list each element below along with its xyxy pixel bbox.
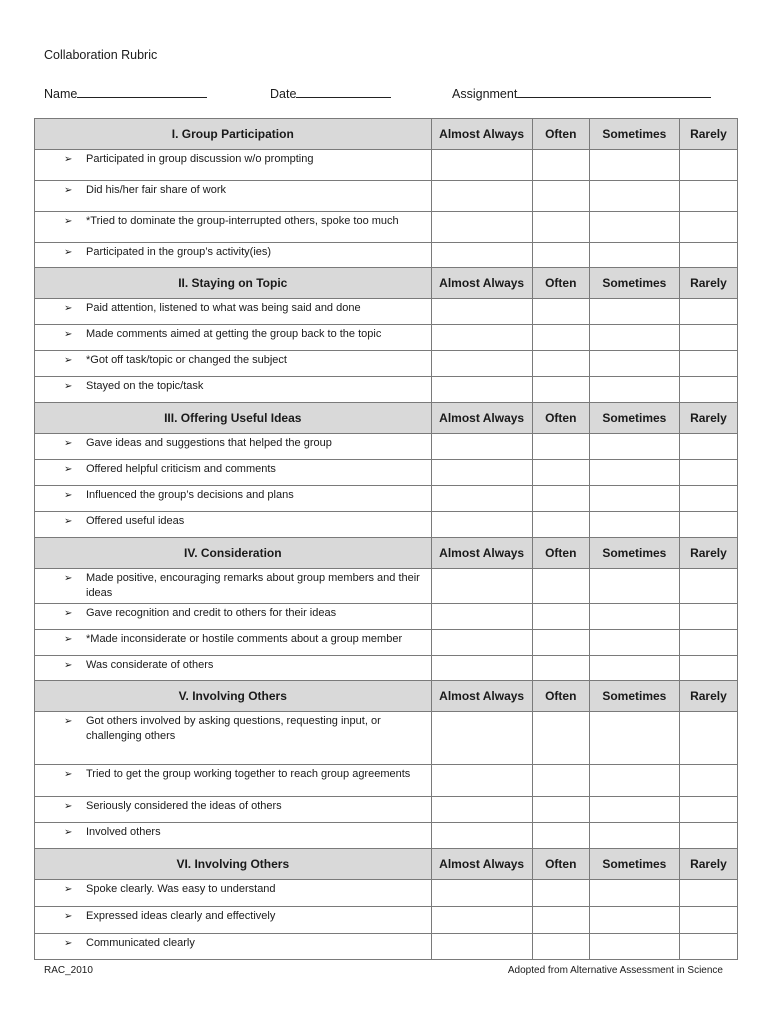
rubric-row [35,907,738,934]
section-header-row [35,849,738,880]
column-header: Often [532,268,589,299]
rating-cell[interactable] [679,212,737,243]
footer-code: RAC_2010 [44,965,93,976]
rating-cell[interactable] [532,212,589,243]
criterion-cell [35,512,432,538]
rating-cell[interactable] [532,656,589,681]
rating-cell[interactable] [679,765,737,797]
rubric-row [35,460,738,486]
rating-cell[interactable] [679,630,737,656]
rating-cell[interactable] [679,299,737,325]
rating-cell[interactable] [431,880,532,907]
criterion-cell [35,569,432,604]
criterion-text: *Got off task/topic or changed the subject [86,354,287,366]
rating-cell[interactable] [431,569,532,604]
criterion-text: Involved others [86,826,161,838]
criterion-cell [35,460,432,486]
rating-cell[interactable] [589,212,679,243]
rating-cell[interactable] [679,907,737,934]
rating-cell[interactable] [679,880,737,907]
rating-cell[interactable] [431,486,532,512]
column-header: Sometimes [589,681,679,712]
name-blank-line[interactable] [77,85,207,98]
rubric-row [35,656,738,681]
arrow-bullet-icon: ➢ [64,355,73,366]
assignment-blank-line[interactable] [517,85,711,98]
criterion-cell [35,880,432,907]
rating-cell[interactable] [679,656,737,681]
rating-cell[interactable] [589,934,679,960]
rating-cell[interactable] [679,934,737,960]
rubric-row [35,486,738,512]
rating-cell[interactable] [589,181,679,212]
criterion-text: Influenced the group’s decisions and plans [86,489,294,501]
criterion-cell [35,212,432,243]
column-header: Often [532,681,589,712]
criterion-cell [35,604,432,630]
arrow-bullet-icon: ➢ [64,438,73,449]
rubric-row [35,934,738,960]
arrow-bullet-icon: ➢ [64,911,73,922]
column-header: Rarely [679,538,737,569]
column-header: Rarely [679,119,737,150]
arrow-bullet-icon: ➢ [64,884,73,895]
criterion-text: *Made inconsiderate or hostile comments about a group member [86,633,403,645]
rating-cell[interactable] [431,630,532,656]
rubric-row [35,351,738,377]
rating-cell[interactable] [679,569,737,604]
rating-cell[interactable] [431,712,532,765]
rating-cell[interactable] [589,460,679,486]
rating-cell[interactable] [431,907,532,934]
rating-cell[interactable] [589,604,679,630]
arrow-bullet-icon: ➢ [64,247,73,258]
rating-cell[interactable] [532,797,589,823]
rating-cell[interactable] [431,460,532,486]
rubric-table [34,118,738,960]
rating-cell[interactable] [679,243,737,268]
rating-cell[interactable] [532,512,589,538]
rating-cell[interactable] [679,486,737,512]
rubric-row [35,569,738,604]
column-header: Rarely [679,403,737,434]
rating-cell[interactable] [532,823,589,849]
rating-cell[interactable] [589,880,679,907]
criterion-cell [35,434,432,460]
rating-cell[interactable] [532,569,589,604]
rating-cell[interactable] [431,512,532,538]
criterion-cell [35,656,432,681]
column-header: Often [532,403,589,434]
rating-cell[interactable] [431,797,532,823]
criterion-cell [35,299,432,325]
criterion-cell [35,181,432,212]
rating-cell[interactable] [431,351,532,377]
criterion-text: Tried to get the group working together to reach group agreements [86,768,411,780]
rating-cell[interactable] [532,181,589,212]
rating-cell[interactable] [679,181,737,212]
column-header: Almost Always [431,119,532,150]
arrow-bullet-icon: ➢ [64,938,73,949]
criterion-text: Stayed on the topic/task [86,380,204,392]
name-label: Name [44,87,78,101]
rating-cell[interactable] [532,460,589,486]
criterion-text: Participated in the group’s activity(ies) [86,246,272,258]
rating-cell[interactable] [679,434,737,460]
rating-cell[interactable] [589,712,679,765]
column-header: Almost Always [431,403,532,434]
rating-cell[interactable] [431,765,532,797]
rating-cell[interactable] [431,243,532,268]
rubric-row [35,243,738,268]
rating-cell[interactable] [589,797,679,823]
rating-cell[interactable] [532,765,589,797]
rating-cell[interactable] [679,460,737,486]
rating-cell[interactable] [431,377,532,403]
arrow-bullet-icon: ➢ [64,381,73,392]
section-header-row [35,119,738,150]
rating-cell[interactable] [679,512,737,538]
column-header: Often [532,119,589,150]
criterion-cell [35,797,432,823]
criterion-cell [35,486,432,512]
date-label: Date [270,87,297,101]
criterion-text: Offered helpful criticism and comments [86,463,276,475]
rubric-row [35,604,738,630]
rating-cell[interactable] [532,934,589,960]
column-header: Almost Always [431,538,532,569]
column-header: Sometimes [589,119,679,150]
rating-cell[interactable] [431,212,532,243]
criterion-text: Did his/her fair share of work [86,184,226,196]
rubric-row [35,377,738,403]
rating-cell[interactable] [431,434,532,460]
rating-cell[interactable] [532,377,589,403]
criterion-cell [35,712,432,765]
section-heading: IV. Consideration [35,538,432,569]
column-header: Sometimes [589,403,679,434]
rating-cell[interactable] [589,512,679,538]
rating-cell[interactable] [589,823,679,849]
rating-cell[interactable] [679,325,737,351]
rating-cell[interactable] [532,434,589,460]
rating-cell[interactable] [589,434,679,460]
criterion-cell [35,325,432,351]
rubric-row [35,712,738,765]
criterion-text: Communicated clearly [86,937,195,949]
rubric-row [35,150,738,181]
arrow-bullet-icon: ➢ [64,769,73,780]
rating-cell[interactable] [532,299,589,325]
criterion-cell [35,823,432,849]
criterion-cell [35,630,432,656]
rubric-row [35,880,738,907]
rating-cell[interactable] [532,604,589,630]
rubric-row [35,181,738,212]
rubric-body [35,119,738,960]
criterion-text: Offered useful ideas [86,515,185,527]
arrow-bullet-icon: ➢ [64,303,73,314]
rating-cell[interactable] [679,377,737,403]
section-header-row [35,681,738,712]
document-title: Collaboration Rubric [44,48,158,62]
criterion-text: Was considerate of others [86,659,214,671]
rating-cell[interactable] [679,823,737,849]
arrow-bullet-icon: ➢ [64,154,73,165]
rating-cell[interactable] [431,934,532,960]
date-field[interactable] [270,85,391,101]
footer-source: Adopted from Alternative Assessment in Science [507,965,723,976]
rating-cell[interactable] [589,656,679,681]
section-heading: V. Involving Others [35,681,432,712]
rating-cell[interactable] [431,823,532,849]
rating-cell[interactable] [532,486,589,512]
criterion-text: Participated in group discussion w/o prompting [86,153,314,165]
arrow-bullet-icon: ➢ [64,216,73,227]
rubric-row [35,299,738,325]
section-header-row [35,268,738,299]
name-field[interactable] [44,85,207,101]
criterion-text: Paid attention, listened to what was being said and done [86,302,361,314]
rating-cell[interactable] [532,325,589,351]
rating-cell[interactable] [589,150,679,181]
rating-cell[interactable] [532,630,589,656]
section-header-row [35,403,738,434]
arrow-bullet-icon: ➢ [64,185,73,196]
arrow-bullet-icon: ➢ [64,827,73,838]
section-heading: II. Staying on Topic [35,268,432,299]
rating-cell[interactable] [589,351,679,377]
criterion-text: Got others involved by asking questions, requesting input, or challenging others [86,715,381,742]
rubric-row [35,823,738,849]
arrow-bullet-icon: ➢ [64,329,73,340]
arrow-bullet-icon: ➢ [64,716,73,727]
rating-cell[interactable] [532,712,589,765]
arrow-bullet-icon: ➢ [64,464,73,475]
rubric-row [35,512,738,538]
column-header: Often [532,849,589,880]
column-header: Sometimes [589,268,679,299]
criterion-cell [35,934,432,960]
rubric-row [35,434,738,460]
arrow-bullet-icon: ➢ [64,490,73,501]
rating-cell[interactable] [431,656,532,681]
section-header-row [35,538,738,569]
rating-cell[interactable] [431,299,532,325]
rating-cell[interactable] [589,569,679,604]
rating-cell[interactable] [589,765,679,797]
rating-cell[interactable] [589,630,679,656]
rubric-row [35,630,738,656]
criterion-cell [35,377,432,403]
rating-cell[interactable] [589,243,679,268]
arrow-bullet-icon: ➢ [64,634,73,645]
column-header: Almost Always [431,268,532,299]
rubric-row [35,212,738,243]
rating-cell[interactable] [431,181,532,212]
date-blank-line[interactable] [296,85,391,98]
rating-cell[interactable] [589,299,679,325]
criterion-text: Seriously considered the ideas of others [86,800,282,812]
criterion-cell [35,243,432,268]
rating-cell[interactable] [589,486,679,512]
rating-cell[interactable] [679,797,737,823]
criterion-text: Gave ideas and suggestions that helped the group [86,437,332,449]
rating-cell[interactable] [532,907,589,934]
criterion-text: *Tried to dominate the group-interrupted others, spoke too much [86,215,399,227]
rating-cell[interactable] [532,880,589,907]
criterion-text: Made positive, encouraging remarks about group members and their ideas [86,572,420,599]
column-header: Sometimes [589,849,679,880]
assignment-field[interactable] [452,85,711,101]
rating-cell[interactable] [532,351,589,377]
section-heading: VI. Involving Others [35,849,432,880]
arrow-bullet-icon: ➢ [64,516,73,527]
arrow-bullet-icon: ➢ [64,608,73,619]
rating-cell[interactable] [589,325,679,351]
criterion-text: Expressed ideas clearly and effectively [86,910,276,922]
column-header: Rarely [679,268,737,299]
rating-cell[interactable] [679,150,737,181]
rating-cell[interactable] [679,712,737,765]
rating-cell[interactable] [532,243,589,268]
arrow-bullet-icon: ➢ [64,660,73,671]
rating-cell[interactable] [431,150,532,181]
criterion-cell [35,765,432,797]
rubric-row [35,797,738,823]
rating-cell[interactable] [431,604,532,630]
column-header: Almost Always [431,681,532,712]
column-header: Sometimes [589,538,679,569]
criterion-cell [35,907,432,934]
section-heading: I. Group Participation [35,119,432,150]
column-header: Often [532,538,589,569]
assignment-label: Assignment [452,87,518,101]
column-header: Rarely [679,849,737,880]
criterion-cell [35,351,432,377]
criterion-text: Gave recognition and credit to others for their ideas [86,607,337,619]
criterion-text: Spoke clearly. Was easy to understand [86,883,276,895]
rating-cell[interactable] [532,150,589,181]
column-header: Almost Always [431,849,532,880]
rubric-row [35,325,738,351]
column-header: Rarely [679,681,737,712]
rating-cell[interactable] [679,604,737,630]
rubric-row [35,765,738,797]
rating-cell[interactable] [431,325,532,351]
rating-cell[interactable] [679,351,737,377]
criterion-text: Made comments aimed at getting the group back to the topic [86,328,382,340]
arrow-bullet-icon: ➢ [64,573,73,584]
section-heading: III. Offering Useful Ideas [35,403,432,434]
rating-cell[interactable] [589,377,679,403]
criterion-cell [35,150,432,181]
rating-cell[interactable] [589,907,679,934]
arrow-bullet-icon: ➢ [64,801,73,812]
